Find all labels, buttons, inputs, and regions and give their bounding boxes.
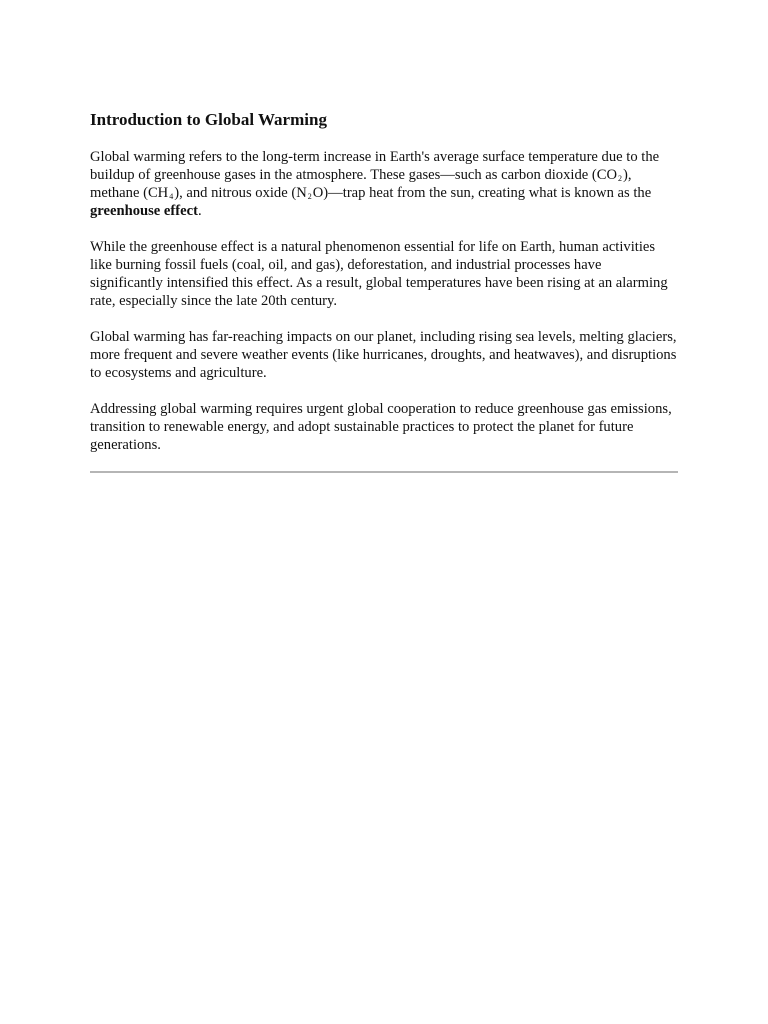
document-title: Introduction to Global Warming <box>90 110 327 129</box>
subscript: 2 <box>307 192 312 201</box>
subscript: 2 <box>618 174 622 183</box>
paragraph-text: ), methane (CH <box>90 167 632 201</box>
paragraph-text: Global warming refers to the long-term increase in Earth's average surface temperature due to the buildup of greenhouse gases in the atmosphere. These gases—such as carbon dioxide (CO <box>90 149 660 183</box>
paragraph-causes: While the greenhouse effect is a natural phenomenon essential for life on Earth, human activities like burning fossil fuels (coal, oil, and gas), deforestation, and industrial processes have significantly intensified this effect. As a result, global temperatures have been rising at an alarming rate, especially since the late 20th century. <box>90 239 668 309</box>
paragraph-impacts: Global warming has far-reaching impacts on our planet, including rising sea levels, melting glaciers, more frequent and severe weather events (like hurricanes, droughts, and heatwaves), and disruptions to ecosystems and agriculture. <box>90 329 677 381</box>
bold-term: greenhouse effect <box>90 203 198 219</box>
paragraph-text: . <box>197 203 202 219</box>
paragraph-solutions: Addressing global warming requires urgent global cooperation to reduce greenhouse gas emissions, transition to renewable energy, and adopt sustainable practices to protect the planet for future generations. <box>90 401 672 453</box>
horizontal-divider <box>90 471 678 473</box>
paragraph-definition <box>90 148 678 220</box>
paragraph-text: ), and nitrous oxide (N <box>174 185 307 201</box>
subscript: 4 <box>169 192 174 201</box>
paragraph-text: O)—trap heat from the sun, creating what is known as the <box>312 185 652 201</box>
document-page <box>90 109 678 473</box>
